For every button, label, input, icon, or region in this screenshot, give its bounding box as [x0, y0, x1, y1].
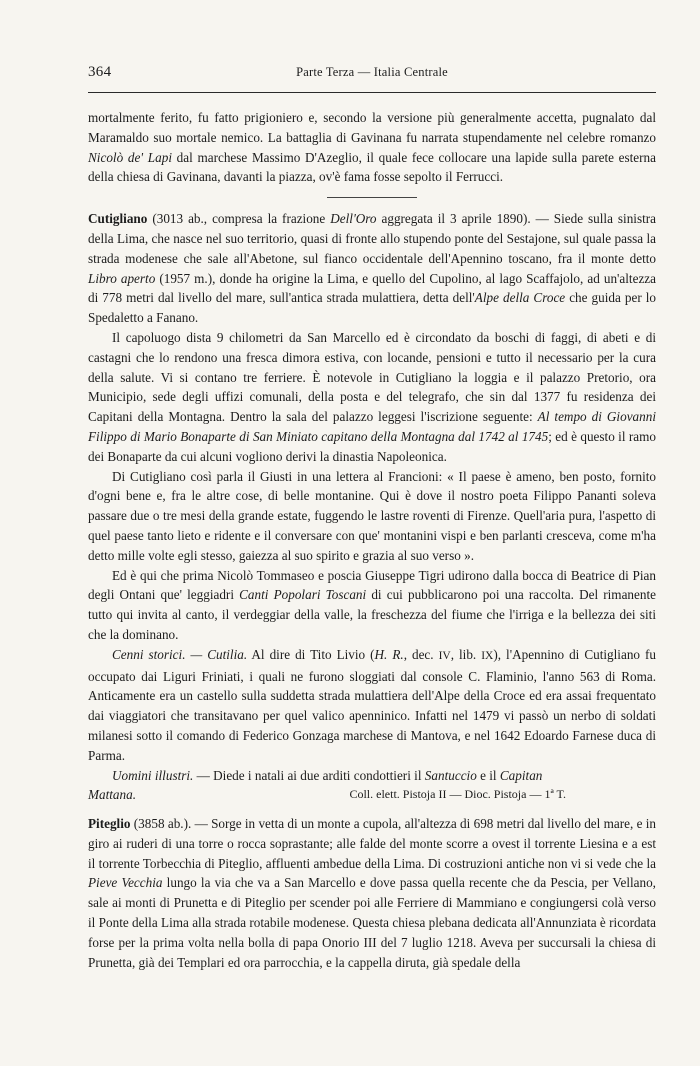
entry-heading-piteglio: Piteglio	[88, 816, 131, 832]
page-body	[88, 108, 656, 972]
section-separator	[327, 197, 417, 198]
collegio-diocesi: Coll. elett. Pistoja II — Dioc. Pistoja — 1ª T.	[349, 787, 566, 802]
entry-heading-cutigliano: Cutigliano	[88, 211, 148, 227]
entry-piteglio: Piteglio (3858 ab.). — Sorge in vetta di un monte a cupola, all'altezza di 698 metri dal livello del mare, e in giro ai ruderi di una torre o rocca soprastante; alle falde del monte scorre a ovest il torrente Liesina e a est il torrente Torbecchia di Piteglio, affluenti ambedue della Lima. Di costruzioni antiche non vi si vede che la Pieve Vecchia lungo la via che va a San Marcello e dove passa quella recente che da Pescia, per Vellano, sale ai monti di Prunetta e di Piteglio per scender poi alle Ferriere di Mammiano e congiungersi colà verso il Ponte della Lima alla strada rotabile modenese. Questa chiesa plebana dedicata all'Annunziata è ricordata forse per la prima volta nella bolla di papa Onorio III del 7 luglio 1218. Aveva per succursali la chiesa di Prunetta, già dei Templari ed ora parrocchia, e la cappella diruta, già spedale della	[88, 816, 656, 970]
entry-cutigliano: Cutigliano (3013 ab., compresa la frazione Dell'Oro aggregata il 3 aprile 1890). — Siede sulla sinistra della Lima, che nasce nel suo territorio, quasi di fronte allo stupendo ponte del Sestajone, sul quale passa la strada modenese che sale all'Abetone, sul fianco occidentale dell'Apennino toscano, fra il monte detto Libro aperto (1957 m.), donde ha origine la Lima, e quello del Cupolino, al lago Scaffajolo, ad un'altezza di 778 metri dal livello del mare, sull'antica strada mulattiera, detta dell'Alpe della Croce che guida per lo Spedaletto a Fanano.	[88, 211, 657, 326]
entry-gap	[88, 805, 656, 814]
header-rule	[88, 92, 656, 93]
page-header	[88, 64, 656, 84]
paragraph-tommaseo: Ed è qui che prima Nicolò Tommaseo e poscia Giuseppe Tigri udirono dalla bocca di Beatrice di Pian degli Ontani que' leggiadri Canti Popolari Toscani di cui pubblicarono poi una raccolta. Del rimanente tutto qui invita al canto, il verdeggiar della valle, la freschezza del fiume che l'irriga e la bellezza dei siti che la dominano.	[88, 567, 656, 642]
paragraph-capoluogo: Il capoluogo dista 9 chilometri da San Marcello ed è circondato da boschi di faggi, di abeti e di castagni che lo rendono una fresca dimora estiva, con locande, pensioni e tutto il necessario per la cura della salute. Vi si contano tre ferriere. È notevole in Cutigliano la loggia e il palazzo Pretorio, ora Municipio, sede degli uffizi comunali, della posta e del telegrafo, che sin dal 1377 fu residenza dei Capitani della Montagna. Dentro la sala del palazzo leggesi l'iscrizione seguente: Al tempo di Giovanni Filippo di Mario Bonaparte di San Miniato capitano della Montagna dal 1742 al 1745; ed è questo il ramo dei Bonaparte da cui alcuni vogliono derivi la dinastia Napoleonica.	[88, 329, 656, 464]
paragraph-giusti: Di Cutigliano così parla il Giusti in una lettera al Francioni: « Il paese è ameno, ben posto, fornito d'ogni bene e, fra le altre cose, di belle montanine. Qui è dove il nostro poeta Filippo Pananti soleva passare due o tre mesi della grande estate, fuggendo le lastre roventi di Firenze. Quell'aria pura, l'aspetto di quel paese tanto lieto e ridente e il conversare con que' montanini vispi e ben parlanti cresceva, come m'ha detto mille volte egli stesso, gaiezza al suo spirito e grazia al suo verso ».	[88, 468, 656, 563]
page-number: 364	[88, 64, 112, 80]
paragraph-uomini-illustri: Uomini illustri. — Diede i natali ai due arditi condottieri il Santuccio e il Capitan	[112, 767, 543, 783]
running-head: Parte Terza — Italia Centrale	[296, 65, 448, 79]
paragraph-gavinana: mortalmente ferito, fu fatto prigioniero e, secondo la versione più generalmente accetta, pugnalato dal Maramaldo suo mortale nemico. La battaglia di Gavinana fu narrata stupendamente nel celebre romanzo Nicolò de' Lapi dal marchese Massimo D'Azeglio, il quale fece collocare una lapide sulla parete esterna della chiesa di Gavinana, davanti la piazza, ov'è fama fosse sepolto il Ferrucci.	[88, 110, 656, 185]
collegio-line: Mattana. Coll. elett. Pistoja II — Dioc. Pistoja — 1ª T.	[88, 785, 656, 805]
paragraph-cenni-storici: Cenni storici. — Cutilia. Al dire di Tito Livio (H. R., dec. IV, lib. IX), l'Apennino di Cutigliano fu occupato dai Liguri Friniati, i quali ne furono sloggiati dal console C. Flaminio, l'anno 563 di Roma. Anticamente era un castello sulla suddetta strada mulattiera dell'Alpe della Croce ed era assai frequentato dai viaggiatori che transitavano per quel valico apenninico. Infatti nel 1479 vi passò un nerbo di soldati milanesi sotto il comando di Federico Gonzaga marchese di Mantova, e nel 1642 Edoardo Farnese duca di Parma.	[88, 646, 656, 763]
